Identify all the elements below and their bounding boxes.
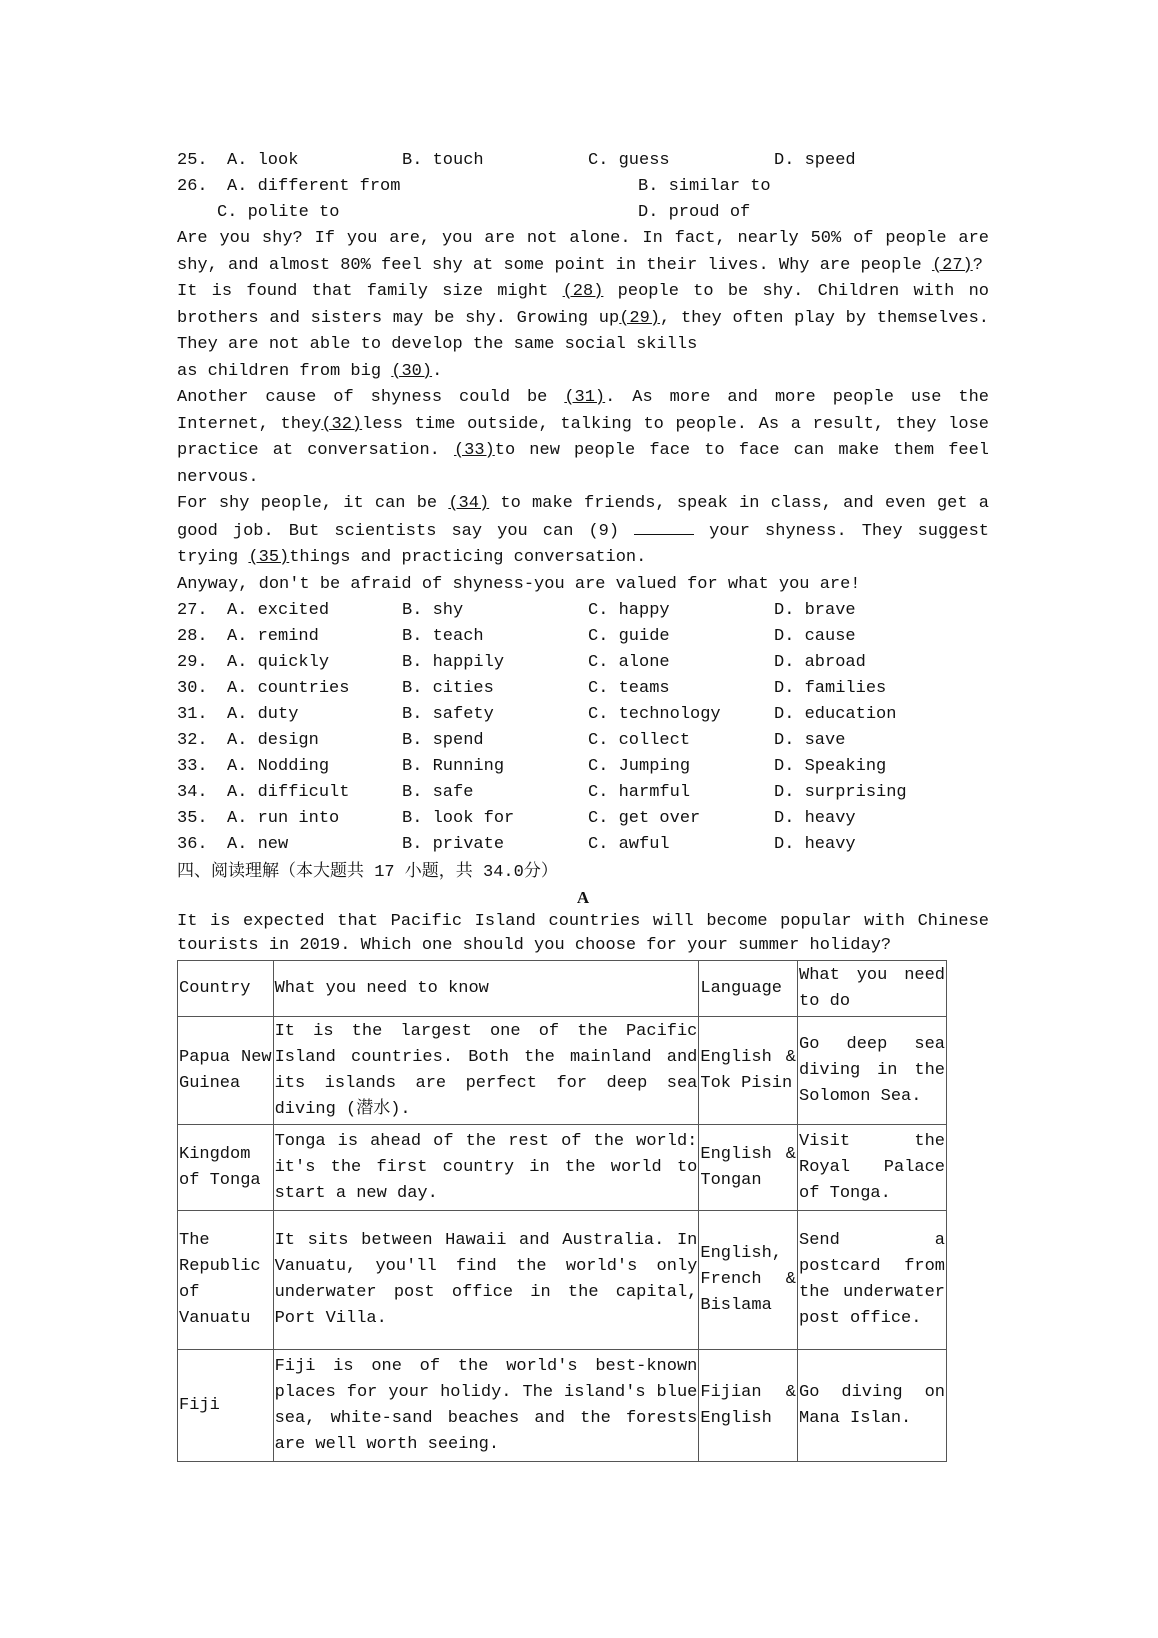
question-options-row — [177, 624, 989, 650]
cell-country: Papua New Guinea — [178, 1017, 274, 1125]
option-c: C. guide — [588, 627, 670, 646]
cell-language: Fijian & English — [699, 1350, 798, 1462]
cell-know: It sits between Hawaii and Australia. In Vanuatu, you'll find the world's only underwater post office in the capital, Port Villa. — [273, 1211, 699, 1350]
passage-paragraph-2-cont: as children from big (30). — [177, 361, 443, 381]
option-d: D. surprising — [774, 783, 907, 802]
header-language: Language — [699, 961, 798, 1017]
question-number: 25. — [177, 151, 208, 170]
cell-do: Go deep sea diving in the Solomon Sea. — [798, 1017, 947, 1125]
option-a: A. countries — [227, 679, 350, 698]
option-c: C. collect — [588, 731, 691, 750]
cell-know: Fiji is one of the world's best-known places for your holidy. The island's blue sea, white-sand beaches and the forests are well worth seeing. — [273, 1350, 699, 1462]
option-b: B. spend — [402, 731, 484, 750]
question-options-row — [177, 754, 989, 780]
option-a: A. remind — [227, 627, 319, 646]
question-26-options-cont — [177, 200, 989, 226]
blank-28: (28) — [562, 282, 604, 301]
option-c: C. polite to — [217, 203, 340, 222]
option-d: D. save — [774, 731, 846, 750]
blank-29: (29) — [619, 308, 661, 328]
option-b: B. Running — [402, 757, 505, 776]
option-d: D. speed — [774, 151, 856, 170]
question-number: 26. — [177, 177, 208, 196]
passage-paragraph-1: Are you shy? If you are, you are not alone. In fact, nearly 50% of people are shy, and almost 80% feel shy at some point in their lives. Why are people (27)? — [177, 229, 989, 275]
blank-32: (32) — [321, 414, 363, 434]
option-c: C. guess — [588, 151, 670, 170]
cell-do: Visit the Royal Palace of Tonga. — [798, 1125, 947, 1211]
option-a: A. design — [227, 731, 319, 750]
option-a: A. difficult — [227, 783, 350, 802]
option-b: B. touch — [402, 151, 484, 170]
cell-language: English, French & Bislama — [699, 1211, 798, 1350]
option-d: D. families — [774, 679, 887, 698]
cell-know: It is the largest one of the Pacific Island countries. Both the mainland and its islands are perfect for deep sea diving (潜水). — [273, 1017, 699, 1125]
header-country: Country — [178, 961, 274, 1017]
reading-intro: It is expected that Pacific Island countries will become popular with Chinese tourists in 2019. Which one should you choose for your summer holiday? — [177, 912, 989, 955]
cell-country: The Republic of Vanuatu — [178, 1211, 274, 1350]
blank-31: (31) — [564, 388, 606, 407]
passage-paragraph-4: For shy people, it can be (34) to make friends, speak in class, and even get a good job. But scientists say you can (9) your shyness. They suggest trying (35)things and practicing conversation. — [177, 494, 989, 567]
option-c: C. teams — [588, 679, 670, 698]
question-number: 34. — [177, 783, 208, 802]
cell-know: Tonga is ahead of the rest of the world: it's the first country in the world to start a new day. — [273, 1125, 699, 1211]
option-b: B. happily — [402, 653, 505, 672]
question-options-row — [177, 598, 989, 624]
header-know: What you need to know — [273, 961, 699, 1017]
exam-page — [177, 148, 989, 1462]
question-options-row — [177, 832, 989, 858]
option-b: B. safe — [402, 783, 474, 802]
question-options-row — [177, 650, 989, 676]
question-number: 30. — [177, 679, 208, 698]
header-do: What you need to do — [798, 961, 947, 1017]
passage-paragraph-3: Another cause of shyness could be (31). As more and more people use the Internet, they(32)less time outside, talking to people. As a result, they lose practice at conversation. (33)to new people face to face can make them feel nervous. — [177, 388, 990, 487]
cell-country: Fiji — [178, 1350, 274, 1462]
question-options-row — [177, 676, 989, 702]
option-d: D. heavy — [774, 835, 856, 854]
table-header-row — [178, 961, 947, 1017]
question-number: 32. — [177, 731, 208, 750]
question-26-options — [177, 174, 989, 200]
option-d: D. Speaking — [774, 757, 887, 776]
cell-language: English & Tongan — [699, 1125, 798, 1211]
option-a: A. look — [227, 151, 299, 170]
option-c: C. alone — [588, 653, 670, 672]
option-b: B. shy — [402, 601, 464, 620]
question-number: 33. — [177, 757, 208, 776]
option-b: B. safety — [402, 705, 494, 724]
question-25-options — [177, 148, 989, 174]
question-options-row — [177, 780, 989, 806]
section-letter: A — [576, 888, 590, 907]
option-d: D. proud of — [638, 203, 751, 222]
option-a: A. new — [227, 835, 289, 854]
cell-language: English & Tok Pisin — [699, 1017, 798, 1125]
table-row — [178, 1017, 947, 1125]
option-d: D. brave — [774, 601, 856, 620]
passage-paragraph-2: It is found that family size might (28) people to be shy. Children with no brothers and sisters may be shy. Growing up(29), they often play by themselves. They are not able to develop the same social skills — [177, 282, 990, 354]
blank-33: (33) — [453, 441, 495, 460]
option-a: A. different from — [227, 177, 401, 196]
option-c: C. happy — [588, 601, 670, 620]
option-c: C. get over — [588, 809, 701, 828]
section-heading: 四、阅读理解（本大题共 17 小题，共 34.0分） — [177, 863, 558, 882]
blank-27: (27) — [931, 255, 973, 275]
option-b: B. teach — [402, 627, 484, 646]
option-d: D. education — [774, 705, 897, 724]
options-list — [177, 598, 989, 858]
option-a: A. Nodding — [227, 757, 330, 776]
option-a: A. run into — [227, 809, 340, 828]
blank-30: (30) — [391, 361, 433, 381]
option-a: A. duty — [227, 705, 299, 724]
question-number: 36. — [177, 835, 208, 854]
option-d: D. heavy — [774, 809, 856, 828]
table-row — [178, 1125, 947, 1211]
option-b: B. look for — [402, 809, 515, 828]
blank-34: (34) — [448, 494, 490, 513]
cell-country: Kingdom of Tonga — [178, 1125, 274, 1211]
question-number: 28. — [177, 627, 208, 646]
option-b: B. cities — [402, 679, 494, 698]
option-b: B. similar to — [638, 177, 771, 196]
question-number: 31. — [177, 705, 208, 724]
option-c: C. harmful — [588, 783, 691, 802]
question-options-row — [177, 806, 989, 832]
cell-do: Send a postcard from the underwater post office. — [798, 1211, 947, 1350]
cell-do: Go diving on Mana Islan. — [798, 1350, 947, 1462]
travel-info-table — [177, 960, 947, 1462]
question-number: 29. — [177, 653, 208, 672]
option-c: C. technology — [588, 705, 721, 724]
option-d: D. cause — [774, 627, 856, 646]
option-a: A. quickly — [227, 653, 330, 672]
option-b: B. private — [402, 835, 505, 854]
passage-paragraph-5: Anyway, don't be afraid of shyness-you are valued for what you are! — [177, 574, 861, 594]
question-options-row — [177, 702, 989, 728]
question-number: 27. — [177, 601, 208, 620]
option-c: C. Jumping — [588, 757, 691, 776]
blank-9-line — [634, 518, 694, 535]
question-number: 35. — [177, 809, 208, 828]
table-row — [178, 1350, 947, 1462]
blank-35: (35) — [248, 548, 290, 567]
table-row — [178, 1211, 947, 1350]
option-d: D. abroad — [774, 653, 866, 672]
question-options-row — [177, 728, 989, 754]
option-a: A. excited — [227, 601, 330, 620]
option-c: C. awful — [588, 835, 670, 854]
